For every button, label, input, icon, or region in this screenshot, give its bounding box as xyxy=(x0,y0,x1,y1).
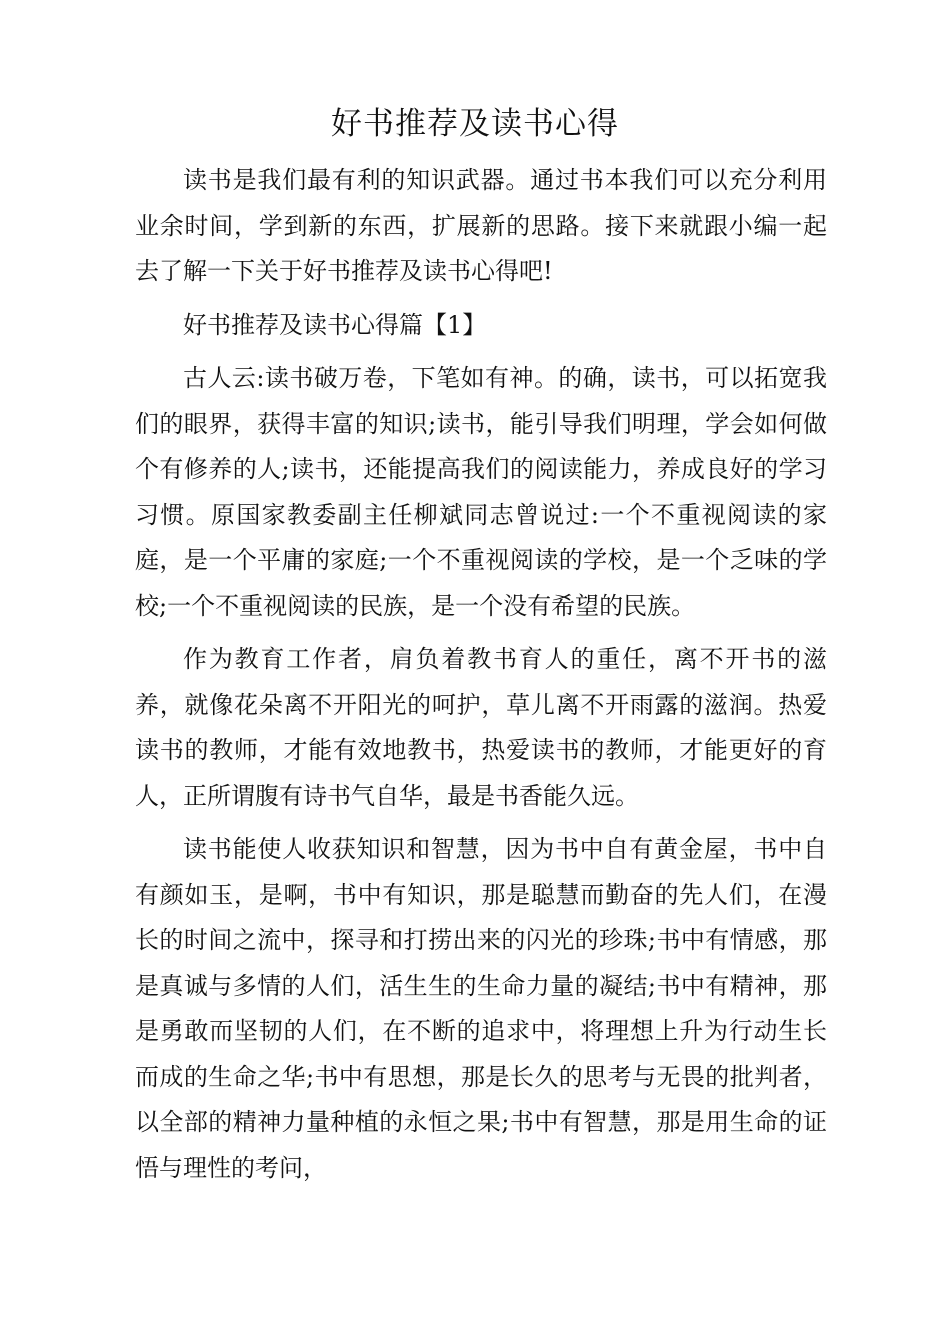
body-paragraph-3: 读书能使人收获知识和智慧，因为书中自有黄金屋，书中自有颜如玉，是啊，书中有知识，那是聪慧而勤奋的先人们，在漫长的时间之流中，探寻和打捞出来的闪光的珍珠;书中有情感，那是真诚与多情的人们，活生生的生命力量的凝结;书中有精神，那是勇敢而坚韧的人们，在不断的追求中，将理想上升为行动生长而成的生命之华;书中有思想，那是长久的思考与无畏的批判者，以全部的精神力量种植的永恒之果;书中有智慧，那是用生命的证悟与理性的考问， xyxy=(135,835,827,1182)
intro-paragraph: 读书是我们最有利的知识武器。通过书本我们可以充分利用业余时间，学到新的东西，扩展新的思路。接下来就跟小编一起去了解一下关于好书推荐及读书心得吧! xyxy=(135,166,827,285)
body-paragraph-2: 作为教育工作者，肩负着教书育人的重任，离不开书的滋养，就像花朵离不开阳光的呵护，草儿离不开雨露的滋润。热爱读书的教师，才能有效地教书，热爱读书的教师，才能更好的育人，正所谓腹有诗书气自华，最是书香能久远。 xyxy=(135,645,827,810)
body-paragraph-1: 古人云:读书破万卷，下笔如有神。的确，读书，可以拓宽我们的眼界，获得丰富的知识;读书，能引导我们明理，学会如何做个有修养的人;读书，还能提高我们的阅读能力，养成良好的学习习惯。原国家教委副主任柳斌同志曾说过:一个不重视阅读的家庭，是一个平庸的家庭;一个不重视阅读的学校，是一个乏味的学校;一个不重视阅读的民族，是一个没有希望的民族。 xyxy=(135,364,827,620)
document-body xyxy=(135,158,827,1199)
section-heading: 好书推荐及读书心得篇【1】 xyxy=(183,310,487,339)
document-title: 好书推荐及读书心得 xyxy=(331,106,619,142)
